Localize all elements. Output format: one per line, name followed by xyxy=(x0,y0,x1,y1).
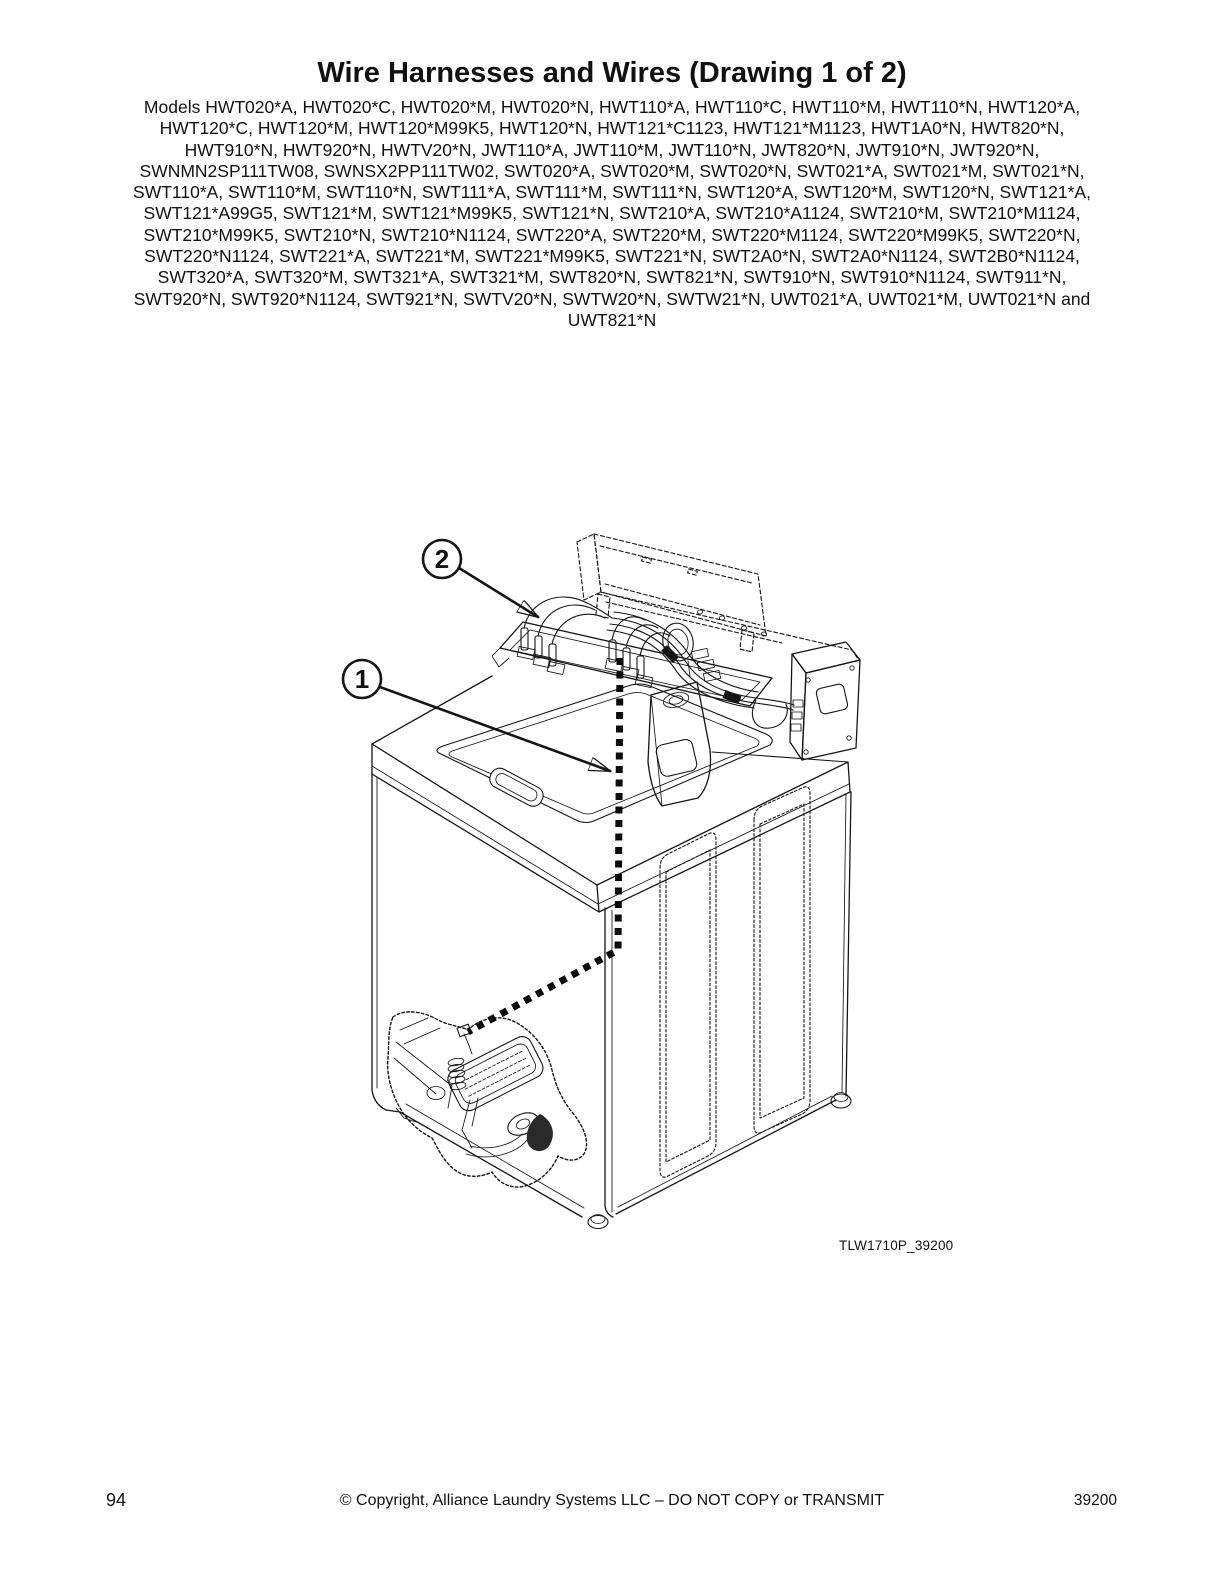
model-list-line: UWT821*N xyxy=(567,309,657,330)
washer-cabinet xyxy=(372,774,851,1229)
model-list-line: SWT320*A, SWT320*M, SWT321*A, SWT321*M, SWT820*N, SWT821*N, SWT910*N, SWT910*N1124, SWT911*N, xyxy=(157,267,1067,288)
callout-2-arrow xyxy=(459,568,538,617)
callout-2-number: 2 xyxy=(434,544,450,574)
document-number: 39200 xyxy=(1073,1492,1117,1509)
callout-1-number: 1 xyxy=(354,664,370,694)
model-list-line: HWT910*N, HWT920*N, HWTV20*N, JWT110*A, JWT110*M, JWT110*N, JWT820*N, JWT910*N, JWT920*N, xyxy=(184,139,1040,160)
model-list-line: SWT210*M99K5, SWT210*N, SWT210*N1124, SWT220*A, SWT220*M, SWT220*M1124, SWT220*M99K5, SWT220*N, xyxy=(143,224,1081,245)
dispenser-pod xyxy=(648,682,711,806)
model-list-line: SWT920*N, SWT920*N1124, SWT921*N, SWTV20*N, SWTW20*N, SWTW21*N, UWT021*A, UWT021*M, UWT021*N and xyxy=(133,288,1091,309)
model-list-line: SWT121*A99G5, SWT121*M, SWT121*M99K5, SWT121*N, SWT210*A, SWT210*A1124, SWT210*M, SWT210*M1124, xyxy=(143,203,1081,224)
callout-1 xyxy=(343,660,610,771)
drawing-code-label: TLW1710P_39200 xyxy=(839,1238,954,1253)
callout-2 xyxy=(423,540,538,617)
wire-route-dotted-line xyxy=(468,658,620,1032)
control-box xyxy=(790,642,860,760)
model-list-line: Models HWT020*A, HWT020*C, HWT020*M, HWT020*N, HWT110*A, HWT110*C, HWT110*M, HWT110*N, HWT120*A, xyxy=(143,97,1081,117)
drive-motor xyxy=(444,1033,546,1114)
page-number: 94 xyxy=(106,1490,127,1510)
model-list-line: SWT220*N1124, SWT221*A, SWT221*M, SWT221*M99K5, SWT221*N, SWT2A0*N, SWT2A0*N1124, SWT2B0*N1124, xyxy=(144,246,1080,267)
model-list-line: SWNMN2SP111TW08, SWNSX2PP111TW02, SWT020*A, SWT020*M, SWT020*N, SWT021*A, SWT021*M, SWT021*N, xyxy=(139,160,1085,181)
model-list-line: HWT120*C, HWT120*M, HWT120*M99K5, HWT120*N, HWT121*C1123, HWT121*M1123, HWT1A0*N, HWT820*N, xyxy=(159,118,1065,139)
motor-cutaway xyxy=(388,1012,587,1187)
page-title: Wire Harnesses and Wires (Drawing 1 of 2) xyxy=(317,57,907,89)
callout-1-arrow xyxy=(380,687,610,771)
copyright-notice: © Copyright, Alliance Laundry Systems LLC – DO NOT COPY or TRANSMIT xyxy=(339,1492,885,1509)
model-list-line: SWT110*A, SWT110*M, SWT110*N, SWT111*A, SWT111*M, SWT111*N, SWT120*A, SWT120*M, SWT120*N, SWT121*A, xyxy=(133,182,1091,203)
side-panel-recess xyxy=(660,787,810,1177)
